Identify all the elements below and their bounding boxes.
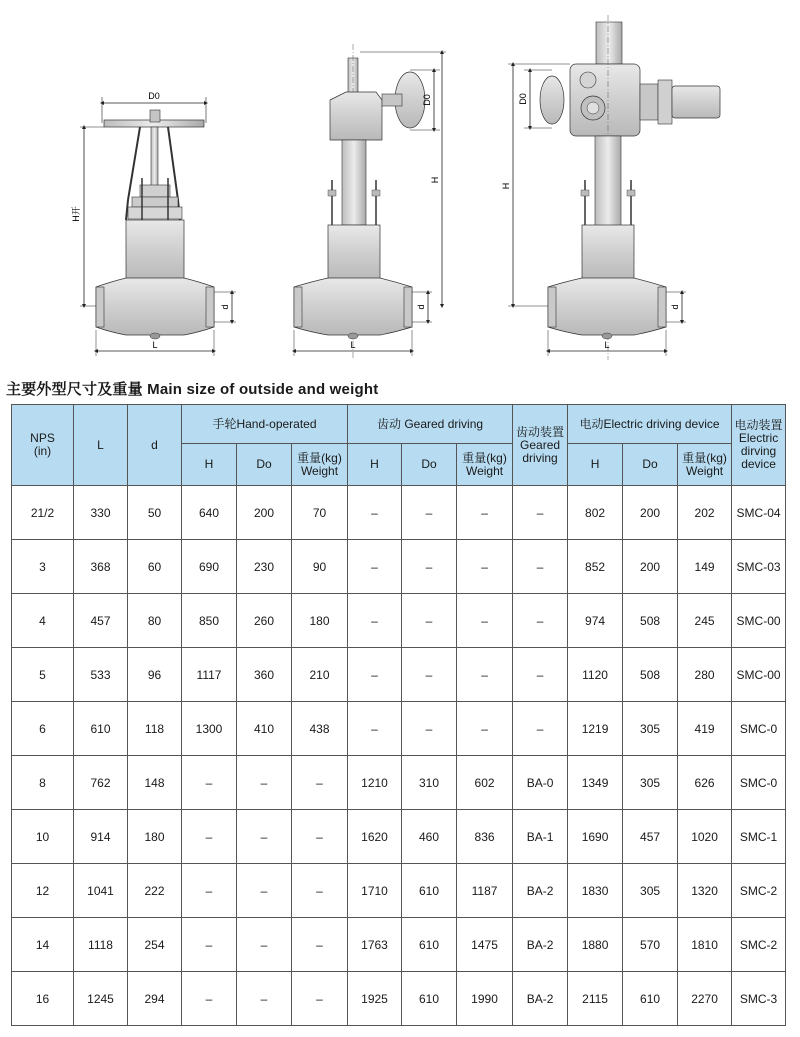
table-row (12, 594, 786, 648)
table-cell: 533 (74, 648, 128, 702)
table-cell: – (348, 702, 402, 756)
fig3-h-label: H (501, 182, 511, 190)
header-geared-do: Do (402, 444, 457, 486)
table-cell: 8 (12, 756, 74, 810)
table-cell: 4 (12, 594, 74, 648)
table-cell: 118 (128, 702, 182, 756)
table-cell: – (457, 594, 513, 648)
table-cell: BA-2 (513, 972, 568, 1026)
table-cell: 12 (12, 864, 74, 918)
table-cell: – (402, 702, 457, 756)
table-cell: 570 (623, 918, 678, 972)
table-cell: 254 (128, 918, 182, 972)
header-electric-h: H (568, 444, 623, 486)
table-cell: 1925 (348, 972, 402, 1026)
table-cell: 2270 (678, 972, 732, 1026)
header-hand-h: H (182, 444, 237, 486)
table-cell: – (182, 918, 237, 972)
table-cell: 626 (678, 756, 732, 810)
table-cell: 1120 (568, 648, 623, 702)
table-cell: – (348, 594, 402, 648)
table-cell: 419 (678, 702, 732, 756)
table-cell: 1020 (678, 810, 732, 864)
table-cell: 2115 (568, 972, 623, 1026)
table-cell: 1710 (348, 864, 402, 918)
table-cell: – (513, 648, 568, 702)
table-cell: – (513, 540, 568, 594)
fig2-l-label: L (350, 340, 356, 350)
table-row (12, 918, 786, 972)
table-cell: 330 (74, 486, 128, 540)
table-cell: 50 (128, 486, 182, 540)
table-cell: 21/2 (12, 486, 74, 540)
fig1-l-label: L (152, 340, 158, 350)
header-geared-h: H (348, 444, 402, 486)
table-cell: – (457, 648, 513, 702)
table-cell: 202 (678, 486, 732, 540)
header-hand-weight: 重量(kg) Weight (292, 444, 348, 486)
table-cell: 368 (74, 540, 128, 594)
table-cell: – (457, 540, 513, 594)
table-cell: – (292, 864, 348, 918)
header-geared-weight: 重量(kg) Weight (457, 444, 513, 486)
header-geared-driving: 齿动 Geared driving (348, 405, 513, 444)
table-cell: 1475 (457, 918, 513, 972)
table-cell: 222 (128, 864, 182, 918)
header-electric-device: 电动装置 Electric dirving device (732, 405, 786, 486)
table-cell: 1320 (678, 864, 732, 918)
table-cell: 245 (678, 594, 732, 648)
table-cell: 210 (292, 648, 348, 702)
table-cell: 508 (623, 648, 678, 702)
table-cell: 16 (12, 972, 74, 1026)
table-cell: 90 (292, 540, 348, 594)
fig1-d0-label: D0 (148, 91, 160, 101)
table-cell: 410 (237, 702, 292, 756)
table-cell: 1620 (348, 810, 402, 864)
table-cell: 60 (128, 540, 182, 594)
table-row (12, 810, 786, 864)
table-cell: 1219 (568, 702, 623, 756)
table-cell: – (402, 648, 457, 702)
table-cell: 836 (457, 810, 513, 864)
table-cell: 305 (623, 864, 678, 918)
table-cell: 180 (292, 594, 348, 648)
table-row (12, 540, 786, 594)
header-hand-operated: 手轮Hand-operated (182, 405, 348, 444)
table-cell: BA-0 (513, 756, 568, 810)
table-cell: 280 (678, 648, 732, 702)
table-cell: 610 (402, 864, 457, 918)
table-cell: SMC-2 (732, 864, 786, 918)
table-cell: 762 (74, 756, 128, 810)
table-cell: 5 (12, 648, 74, 702)
table-cell: 305 (623, 702, 678, 756)
size-weight-table (11, 404, 786, 1026)
table-cell: 200 (237, 486, 292, 540)
table-row (12, 972, 786, 1026)
table-cell: 802 (568, 486, 623, 540)
table-cell: – (457, 486, 513, 540)
table-cell: 230 (237, 540, 292, 594)
fig3-d0-label: D0 (518, 93, 528, 105)
table-cell: – (513, 486, 568, 540)
table-cell: 80 (128, 594, 182, 648)
table-cell: BA-1 (513, 810, 568, 864)
table-cell: SMC-03 (732, 540, 786, 594)
table-cell: 852 (568, 540, 623, 594)
table-cell: SMC-0 (732, 702, 786, 756)
header-electric-driving: 电动Electric driving device (568, 405, 732, 444)
fig3-d-label: d (670, 304, 680, 310)
table-cell: – (402, 594, 457, 648)
table-cell: 690 (182, 540, 237, 594)
table-cell: – (513, 702, 568, 756)
table-cell: 457 (74, 594, 128, 648)
table-cell: – (292, 972, 348, 1026)
electric-valve-drawing (501, 15, 720, 360)
table-cell: SMC-0 (732, 756, 786, 810)
table-cell: SMC-1 (732, 810, 786, 864)
table-cell: – (237, 810, 292, 864)
valve-drawings (0, 0, 800, 370)
table-cell: BA-2 (513, 864, 568, 918)
header-electric-do: Do (623, 444, 678, 486)
section-title: 主要外型尺寸及重量 Main size of outside and weight (6, 381, 379, 398)
fig1-h-label: H开 (71, 206, 81, 222)
table-cell: 70 (292, 486, 348, 540)
table-cell: – (513, 594, 568, 648)
table-cell: 1690 (568, 810, 623, 864)
header-nps: NPS (in) (12, 405, 74, 486)
fig1-d-label: d (220, 304, 230, 310)
table-cell: 460 (402, 810, 457, 864)
table-cell: 850 (182, 594, 237, 648)
table-cell: – (237, 756, 292, 810)
table-cell: 1880 (568, 918, 623, 972)
table-cell: 180 (128, 810, 182, 864)
fig3-l-label: L (604, 340, 610, 350)
table-cell: – (182, 810, 237, 864)
table-cell: BA-2 (513, 918, 568, 972)
table-cell: 10 (12, 810, 74, 864)
table-cell: – (237, 918, 292, 972)
table-row (12, 648, 786, 702)
table-cell: 6 (12, 702, 74, 756)
table-cell: 974 (568, 594, 623, 648)
table-cell: – (402, 486, 457, 540)
table-row (12, 486, 786, 540)
table-row (12, 702, 786, 756)
table-cell: 610 (623, 972, 678, 1026)
table-cell: 305 (623, 756, 678, 810)
table-cell: 1810 (678, 918, 732, 972)
table-cell: 914 (74, 810, 128, 864)
header-d: d (128, 405, 182, 486)
table-cell: 1300 (182, 702, 237, 756)
table-cell: 610 (402, 972, 457, 1026)
table-cell: 1245 (74, 972, 128, 1026)
table-cell: – (348, 486, 402, 540)
table-cell: 610 (402, 918, 457, 972)
table-cell: 457 (623, 810, 678, 864)
table-cell: – (348, 648, 402, 702)
table-cell: 1349 (568, 756, 623, 810)
table-cell: 360 (237, 648, 292, 702)
fig2-h-label: H (430, 176, 440, 184)
table-cell: SMC-2 (732, 918, 786, 972)
table-cell: 96 (128, 648, 182, 702)
hand-operated-valve-drawing (71, 91, 236, 356)
table-cell: 438 (292, 702, 348, 756)
table-cell: – (237, 972, 292, 1026)
table-cell: 149 (678, 540, 732, 594)
table-cell: 1210 (348, 756, 402, 810)
table-cell: 1990 (457, 972, 513, 1026)
table-cell: 1117 (182, 648, 237, 702)
table-cell: – (182, 972, 237, 1026)
table-cell: – (182, 864, 237, 918)
table-cell: 148 (128, 756, 182, 810)
table-cell: 1187 (457, 864, 513, 918)
table-cell: 610 (74, 702, 128, 756)
table-cell: 602 (457, 756, 513, 810)
header-l: L (74, 405, 128, 486)
table-cell: – (402, 540, 457, 594)
table-cell: 1118 (74, 918, 128, 972)
table-cell: 508 (623, 594, 678, 648)
table-cell: – (292, 918, 348, 972)
table-cell: 640 (182, 486, 237, 540)
header-geared-device: 齿动装置 Geared driving (513, 405, 568, 486)
table-cell: SMC-04 (732, 486, 786, 540)
table-cell: 294 (128, 972, 182, 1026)
table-cell: – (292, 756, 348, 810)
header-electric-weight: 重量(kg) Weight (678, 444, 732, 486)
table-cell: 260 (237, 594, 292, 648)
table-body (12, 486, 786, 1026)
table-row (12, 864, 786, 918)
fig2-d-label: d (416, 304, 426, 310)
table-cell: 200 (623, 540, 678, 594)
table-cell: SMC-00 (732, 648, 786, 702)
fig2-d0-label: D0 (422, 94, 432, 106)
table-row (12, 756, 786, 810)
geared-valve-drawing (294, 44, 446, 360)
table-cell: – (292, 810, 348, 864)
table-cell: 1041 (74, 864, 128, 918)
table-cell: SMC-00 (732, 594, 786, 648)
table-cell: 310 (402, 756, 457, 810)
table-cell: 200 (623, 486, 678, 540)
table-cell: – (237, 864, 292, 918)
table-cell: – (348, 540, 402, 594)
table-cell: – (457, 702, 513, 756)
table-cell: – (182, 756, 237, 810)
table-cell: 1763 (348, 918, 402, 972)
table-cell: 14 (12, 918, 74, 972)
table-cell: 1830 (568, 864, 623, 918)
table-cell: 3 (12, 540, 74, 594)
table-cell: SMC-3 (732, 972, 786, 1026)
header-hand-do: Do (237, 444, 292, 486)
